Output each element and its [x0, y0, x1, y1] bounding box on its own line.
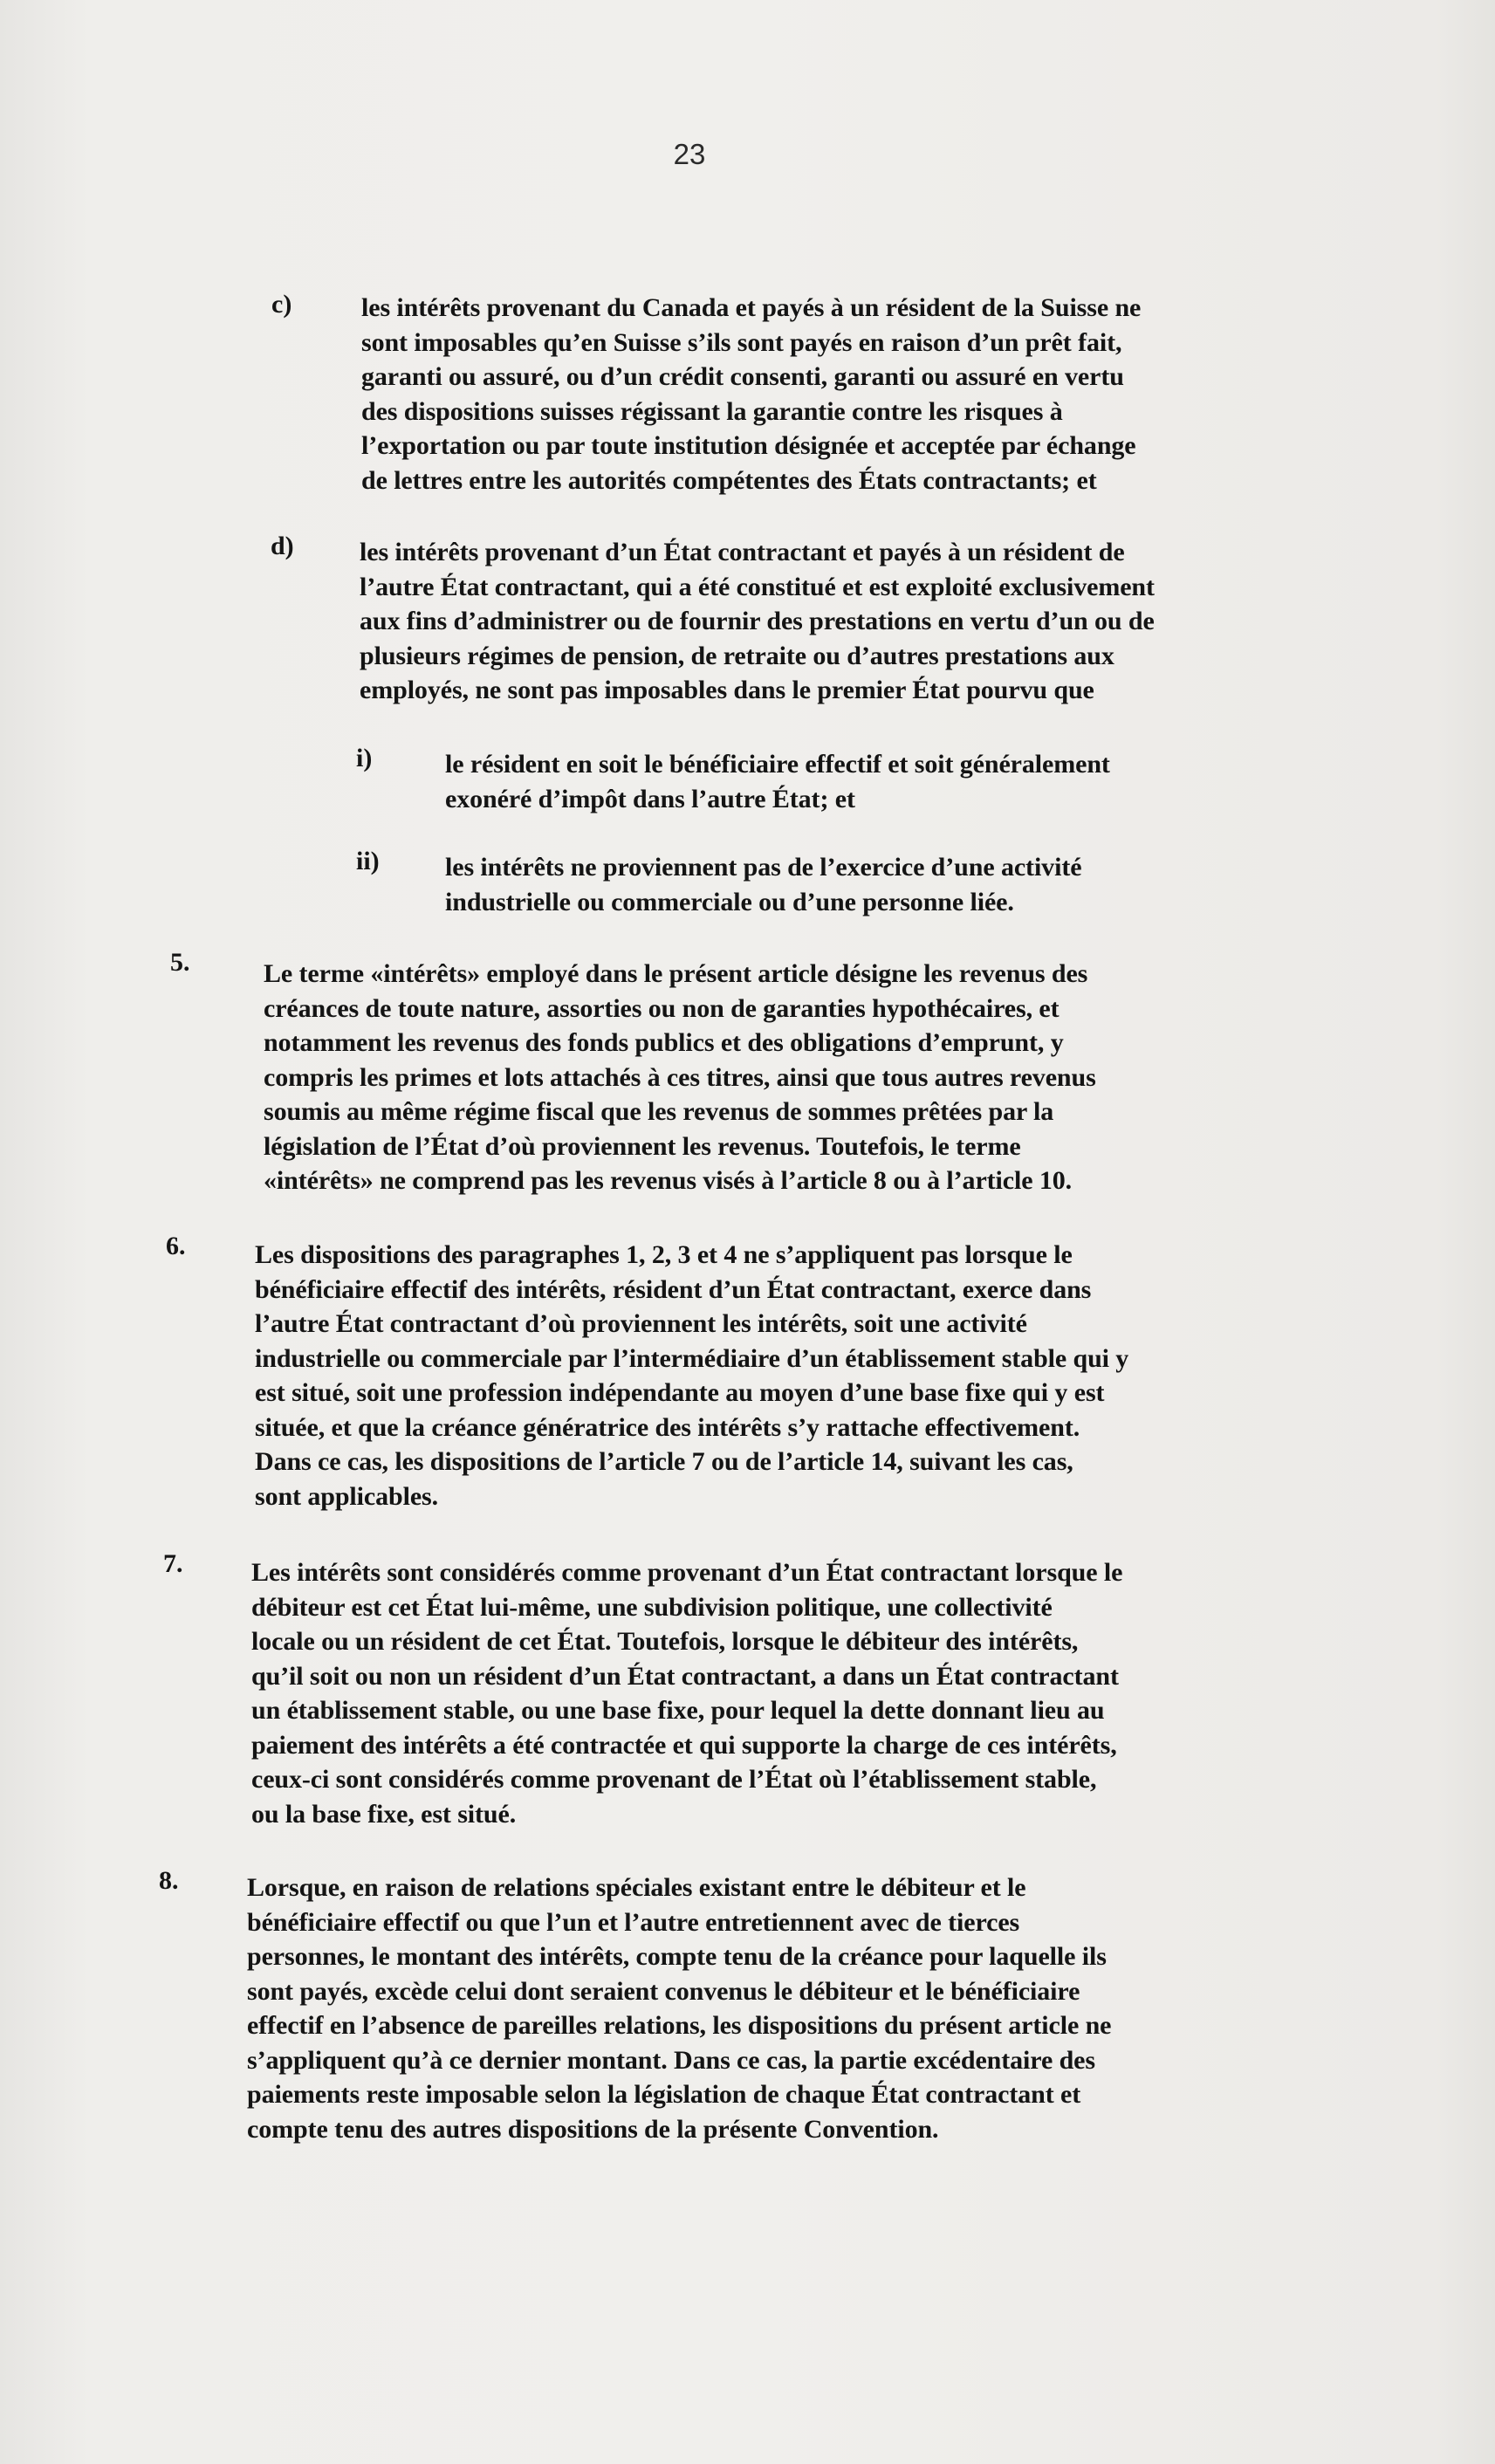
text-line: soumis au même régime fiscal que les revenus de sommes prêtées par la [264, 1097, 1054, 1126]
text-line: Le terme «intérêts» employé dans le présent article désigne les revenus des [264, 959, 1088, 988]
text-line: paiement des intérêts a été contractée et qui supporte la charge de ces intérêts, [251, 1730, 1117, 1760]
paragraph-6-number: 6. [166, 1232, 186, 1260]
text-line: Les dispositions des paragraphes 1, 2, 3 et 4 ne s’appliquent pas lorsque le [255, 1240, 1073, 1269]
subitem-i-label: i) [356, 744, 373, 772]
text-line: le résident en soit le bénéficiaire effectif et soit généralement [445, 750, 1110, 779]
text-line: industrielle ou commerciale par l’intermédiaire d’un établissement stable qui y [255, 1343, 1129, 1373]
text-line: l’exportation ou par toute institution désignée et acceptée par échange [361, 431, 1136, 460]
text-line: qu’il soit ou non un résident d’un État contractant, a dans un État contractant [251, 1661, 1119, 1691]
text-line: aux fins d’administrer ou de fournir des prestations en vertu d’un ou de [360, 607, 1155, 635]
text-line: «intérêts» ne comprend pas les revenus visés à l’article 8 ou à l’article 10. [264, 1166, 1073, 1195]
text-line: employés, ne sont pas imposables dans le premier État pourvu que [360, 676, 1094, 704]
text-line: locale ou un résident de cet État. Toutefois, lorsque le débiteur des intérêts, [251, 1627, 1079, 1656]
text-line: un établissement stable, ou une base fixe, pour lequel la dette donnant lieu au [251, 1696, 1105, 1725]
text-line: ceux-ci sont considérés comme provenant de l’État où l’établissement stable, [251, 1765, 1097, 1794]
text-line: située, et que la créance génératrice des intérêts s’y rattache effectivement. [255, 1412, 1080, 1442]
text-line: Lorsque, en raison de relations spéciales existant entre le débiteur et le [247, 1873, 1026, 1902]
text-line: l’autre État contractant d’où proviennent les intérêts, soit une activité [255, 1309, 1027, 1338]
text-line: est situé, soit une profession indépendante au moyen d’une base fixe qui y est [255, 1378, 1105, 1407]
text-line: compte tenu des autres dispositions de la présente Convention. [247, 2114, 939, 2144]
text-line: Dans ce cas, les dispositions de l’article 7 ou de l’article 14, suivant les cas, [255, 1447, 1073, 1476]
text-line: les intérêts provenant du Canada et payés à un résident de la Suisse ne [361, 293, 1142, 322]
text-line: personnes, le montant des intérêts, compte tenu de la créance pour laquelle ils [247, 1942, 1107, 1971]
paragraph-8-text [247, 1870, 1111, 2146]
paragraph-6-text [255, 1238, 1128, 1513]
text-line: sont applicables. [255, 1481, 439, 1511]
text-line: s’appliquent qu’à ce dernier montant. Dans ce cas, la partie excédentaire des [247, 2045, 1095, 2075]
text-line: industrielle ou commerciale ou d’une personne liée. [445, 887, 1014, 916]
text-line: notamment les revenus des fonds publics et des obligations d’emprunt, y [264, 1028, 1064, 1057]
text-line: plusieurs régimes de pension, de retraite ou d’autres prestations aux [360, 641, 1114, 670]
page-number: 23 [673, 138, 706, 170]
paragraph-7-number: 7. [163, 1549, 183, 1578]
item-d-text [360, 535, 1155, 708]
text-line: garanti ou assuré, ou d’un crédit consenti, garanti ou assuré en vertu [361, 362, 1124, 391]
item-d-label: d) [271, 532, 294, 560]
paragraph-7-text [251, 1555, 1122, 1831]
item-c-text [361, 291, 1141, 498]
text-line: paiements reste imposable selon la législation de chaque État contractant et [247, 2080, 1081, 2109]
subitem-i-text [445, 747, 1110, 816]
text-line: Les intérêts sont considérés comme provenant d’un État contractant lorsque le [251, 1558, 1123, 1587]
text-line: sont payés, excède celui dont seraient convenus le débiteur et le bénéficiaire [247, 1976, 1080, 2006]
text-line: les intérêts provenant d’un État contractant et payés à un résident de [360, 538, 1125, 566]
text-line: sont imposables qu’en Suisse s’ils sont payés en raison d’un prêt fait, [361, 327, 1122, 357]
subitem-ii-text [445, 850, 1081, 919]
text-line: compris les primes et lots attachés à ces titres, ainsi que tous autres revenus [264, 1062, 1096, 1092]
text-line: les intérêts ne proviennent pas de l’exercice d’une activité [445, 853, 1082, 882]
text-line: bénéficiaire effectif ou que l’un et l’autre entretiennent avec de tierces [247, 1907, 1020, 1937]
text-line: des dispositions suisses régissant la garantie contre les risques à [361, 396, 1063, 426]
text-line: débiteur est cet État lui-même, une subdivision politique, une collectivité [251, 1592, 1053, 1622]
paragraph-5-number: 5. [170, 948, 190, 977]
text-line: créances de toute nature, assorties ou non de garanties hypothécaires, et [264, 993, 1060, 1023]
paragraph-5-text [264, 957, 1096, 1198]
text-line: bénéficiaire effectif des intérêts, résident d’un État contractant, exerce dans [255, 1274, 1092, 1304]
item-c-label: c) [271, 290, 292, 319]
text-line: effectif en l’absence de pareilles relations, les dispositions du présent article ne [247, 2011, 1112, 2040]
text-line: ou la base fixe, est situé. [251, 1799, 517, 1829]
text-line: l’autre État contractant, qui a été constitué et est exploité exclusivement [360, 572, 1155, 601]
subitem-ii-label: ii) [356, 847, 380, 875]
text-line: législation de l’État d’où proviennent les revenus. Toutefois, le terme [264, 1131, 1021, 1161]
text-line: exonéré d’impôt dans l’autre État; et [445, 784, 855, 813]
text-line: de lettres entre les autorités compétentes des États contractants; et [361, 465, 1097, 495]
paragraph-8-number: 8. [159, 1866, 179, 1895]
